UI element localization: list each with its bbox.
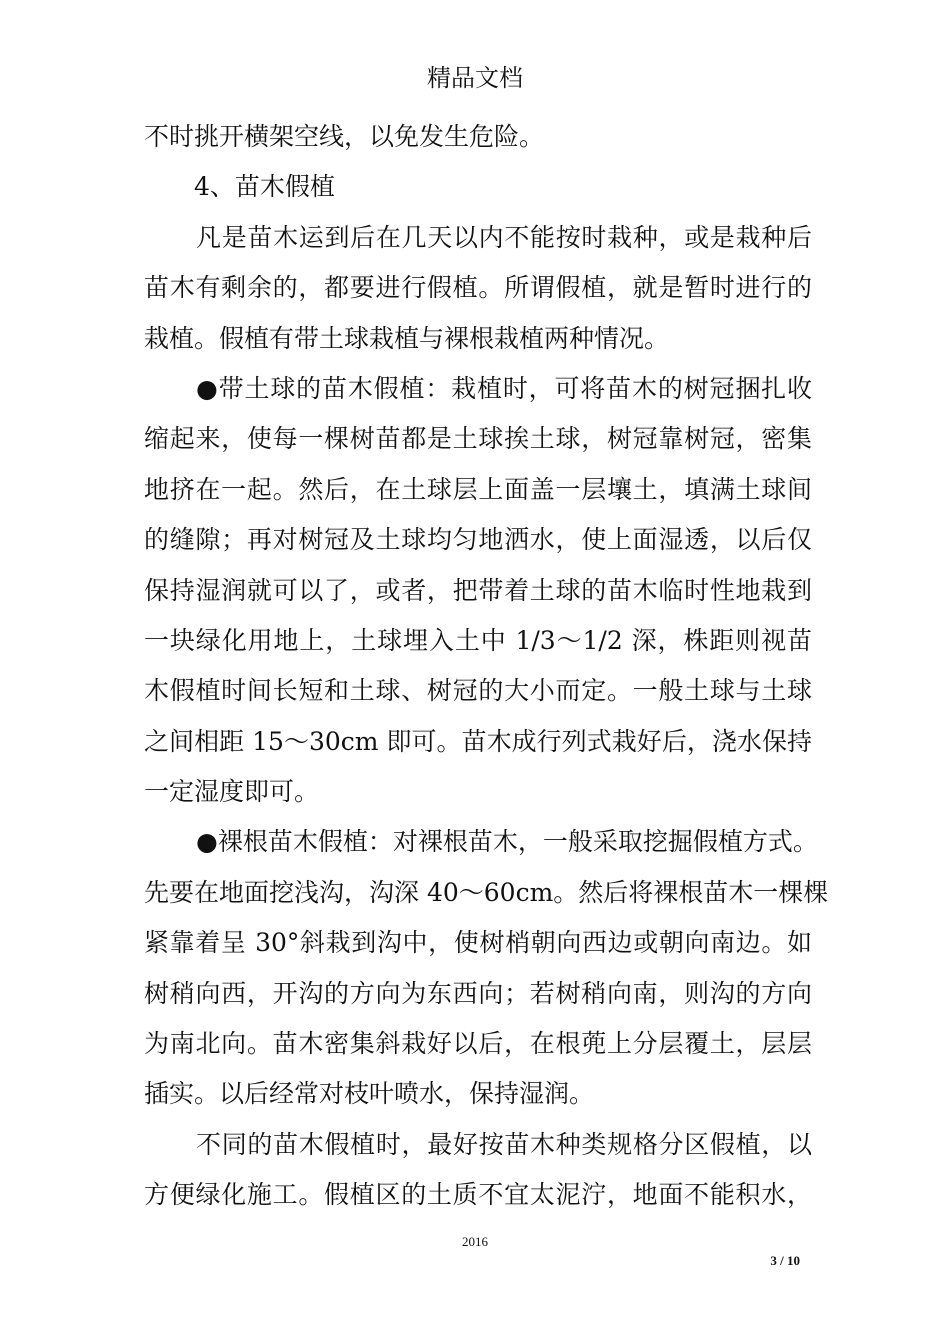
text-line: 地挤在一起。然后，在土球层上面盖一层壤土，填满土球间 — [144, 474, 812, 504]
text-line: 插实。以后经常对枝叶喷水，保持湿润。 — [144, 1079, 595, 1109]
text-line: 紧靠着呈 30°斜栽到沟中，使树梢朝向西边或朝向南边。如 — [144, 928, 812, 958]
text-line: 木假植时间长短和土球、树冠的大小而定。一般土球与土球 — [144, 676, 812, 706]
footer-year: 2016 — [462, 1234, 488, 1249]
document-body — [144, 112, 829, 1221]
text-line: 先要在地面挖浅沟，沟深 40～60cm。然后将裸根苗木一棵棵 — [144, 877, 829, 907]
text-line: 方便绿化施工。假植区的土质不宜太泥泞，地面不能积水， — [144, 1180, 812, 1210]
paragraph-start: 不同的苗木假植时，最好按苗木种类规格分区假植，以 — [196, 1129, 812, 1159]
text-line: 栽植。假植有带土球栽植与裸根栽植两种情况。 — [144, 323, 670, 353]
text-line: 一块绿化用地上，土球埋入土中 1/3～1/2 深，株距则视苗 — [144, 625, 812, 655]
text-line: 苗木有剩余的，都要进行假植。所谓假植，就是暂时进行的 — [144, 273, 812, 303]
page-header: 精品文档 — [427, 64, 523, 92]
text-line: 的缝隙；再对树冠及土球均匀地洒水，使上面湿透，以后仅 — [144, 525, 812, 555]
text-line: 之间相距 15～30cm 即可。苗木成行列式栽好后，浇水保持 — [144, 726, 812, 756]
text-line: 保持湿润就可以了，或者，把带着土球的苗木临时性地栽到 — [144, 575, 812, 605]
section-heading: 4、苗木假植 — [194, 172, 335, 202]
page-number: 3 / 10 — [770, 1253, 800, 1268]
text-line: 一定湿度即可。 — [144, 777, 320, 807]
text-line: 凡是苗木运到后在几天以内不能按时栽种，或是栽种后 — [196, 222, 812, 252]
text-line: 不时挑开横架空线，以免发生危险。 — [144, 122, 545, 151]
text-line: 为南北向。苗木密集斜栽好以后，在根蔸上分层覆土，层层 — [144, 1029, 812, 1059]
text-line: 缩起来，使每一棵树苗都是土球挨土球，树冠靠树冠，密集 — [144, 424, 812, 454]
bullet-paragraph-start: ●带土球的苗木假植：栽植时，可将苗木的树冠捆扎收 — [196, 373, 812, 403]
bullet-paragraph-start: ●裸根苗木假植：对裸根苗木，一般采取挖掘假植方式。 — [196, 827, 818, 857]
text-line: 树稍向西，开沟的方向为东西向；若树稍向南，则沟的方向 — [144, 978, 812, 1008]
